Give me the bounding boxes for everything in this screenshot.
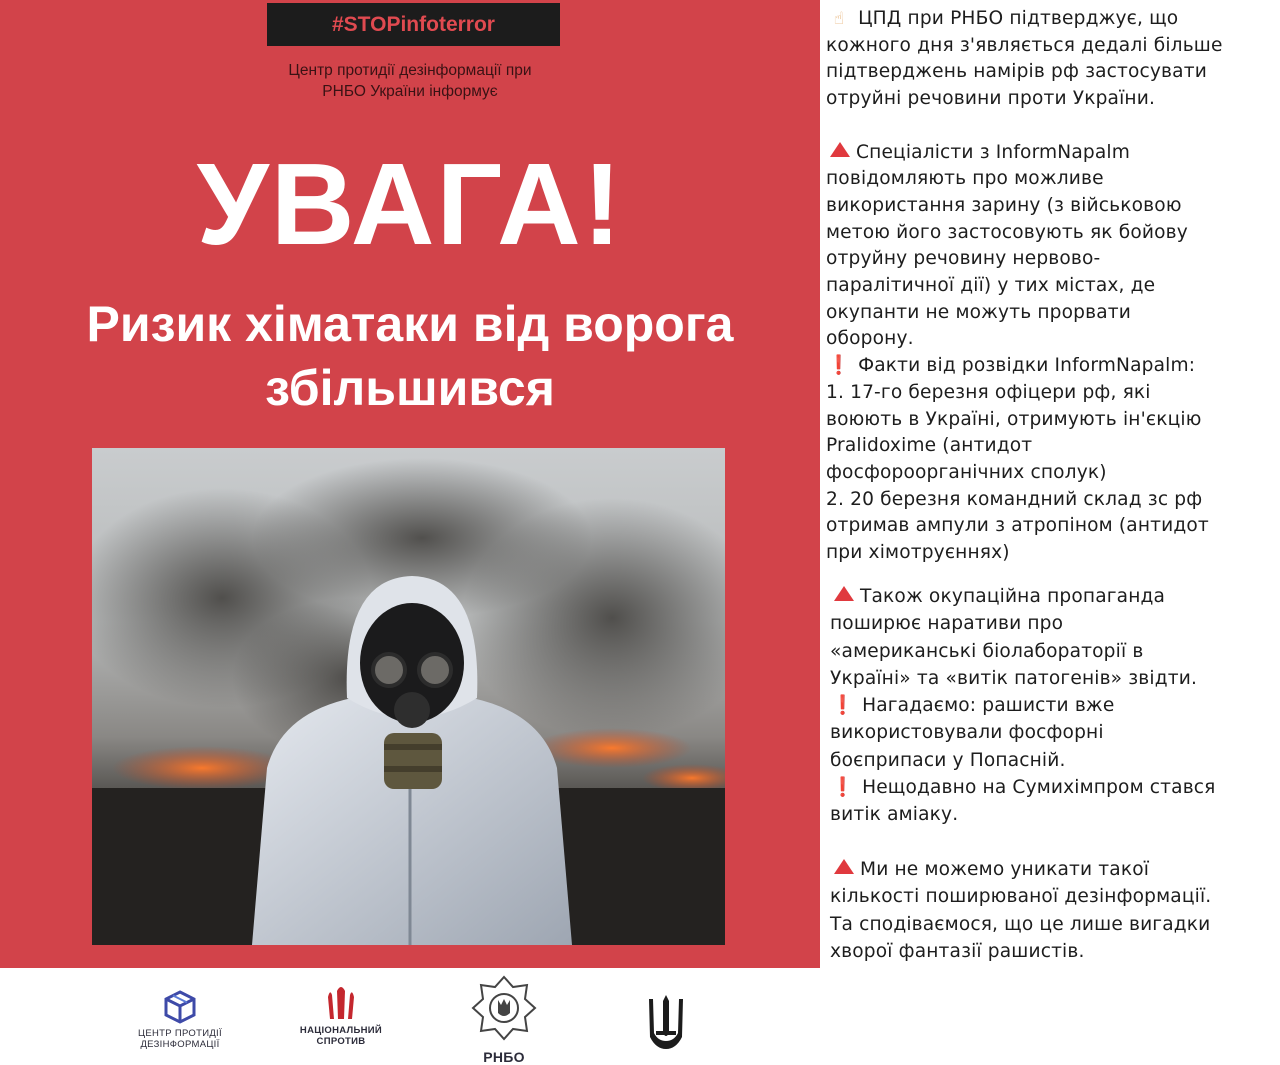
post-line: кожного дня з'являється дедалі більше	[826, 34, 1223, 56]
post-line: фосфороорганічних сполук)	[826, 461, 1107, 483]
hashtag-banner: #STOPinfoterror	[267, 3, 560, 46]
post-line: окупанти не можуть прорвати	[826, 301, 1131, 323]
post-line	[826, 6, 1278, 33]
trident-logo	[645, 993, 687, 1055]
post-line: Pralidoxime (антидот	[826, 435, 1033, 457]
post-text-upper	[826, 6, 1278, 567]
post-line	[830, 583, 1280, 610]
trident-icon	[646, 993, 686, 1051]
rnbo-emblem-icon	[471, 975, 537, 1045]
post-line: отруйну речовину нервово-	[826, 248, 1101, 270]
post-line: підтверджень намірів рф застосувати	[826, 61, 1207, 83]
post-line	[830, 774, 1280, 801]
ns-caption-line: НАЦІОНАЛЬНИЙ	[299, 1025, 383, 1036]
post-text-lower	[830, 583, 1280, 965]
post-line: оборону.	[826, 328, 914, 350]
center-info-caption	[210, 60, 610, 102]
cpd-logo	[128, 990, 232, 1050]
ns-caption	[292, 1025, 390, 1047]
post-line-text: Ми не можемо уникати такої	[860, 858, 1150, 880]
pointing-finger-icon: ☝	[833, 9, 845, 29]
warning-triangle-icon	[834, 859, 854, 874]
post-line-text: ЦПД при РНБО підтверджує, що	[858, 8, 1179, 29]
post-line: метою його застосовують як бойову	[826, 221, 1188, 243]
cpd-caption-line: ДЕЗІНФОРМАЦІЇ	[140, 1039, 220, 1050]
exclamation-icon: ❗	[831, 777, 855, 799]
warning-triangle-icon	[830, 142, 850, 157]
center-info-line: РНБО України інформує	[322, 83, 498, 100]
rnbo-caption: РНБО	[483, 1049, 525, 1065]
post-line-text: Спеціалісти з InformNapalm	[856, 141, 1130, 163]
post-line: Та сподіваємося, що це лише вигадки	[830, 913, 1211, 935]
subheadline-line: збільшився	[265, 360, 555, 416]
post-line: боєприпаси у Попасній.	[830, 749, 1066, 771]
post-line-text: Нещодавно на Сумихімпром стався	[862, 777, 1216, 799]
post-line: використовували фосфорні	[830, 722, 1104, 744]
post-line	[830, 692, 1280, 719]
exclamation-icon: ❗	[831, 695, 855, 717]
post-line: отруйні речовини проти України.	[826, 88, 1156, 110]
post-line	[826, 140, 1278, 167]
flames-icon	[324, 985, 358, 1021]
post-line: поширює наративи про	[830, 613, 1064, 635]
post-line-text: Нагадаємо: рашисти вже	[862, 695, 1115, 717]
post-line: паралітичної дії) у тих містах, де	[826, 275, 1156, 297]
ns-caption-line: СПРОТИВ	[316, 1036, 366, 1047]
post-line: отримав ампули з атропіном (антидот	[826, 515, 1209, 537]
post-line: повідомляють про можливе	[826, 168, 1104, 190]
post-line	[826, 353, 1278, 380]
post-line: хворої фантазії рашистів.	[830, 940, 1085, 962]
post-line: кількості поширюваної дезінформації.	[830, 886, 1212, 908]
post-line-text: Також окупаційна пропаганда	[860, 586, 1166, 607]
post-line: воюють в Україні, отримують ін'єкцію	[826, 408, 1202, 430]
post-line	[830, 856, 1280, 883]
cube-icon	[163, 990, 197, 1024]
gas-mask-illustration	[92, 448, 725, 945]
warning-triangle-icon	[834, 586, 854, 601]
gas-mask-photo	[92, 448, 725, 945]
headline: УВАГА!	[196, 139, 624, 269]
subheadline-line: Ризик хіматаки від ворога	[86, 296, 734, 352]
post-line: 1. 17-го березня офіцери рф, які	[826, 381, 1151, 403]
rnbo-logo	[465, 975, 543, 1065]
center-info-line: Центр протидії дезінформації при	[288, 62, 532, 79]
post-line: Україні» та «витік патогенів» звідти.	[830, 667, 1198, 689]
post-line: витік аміаку.	[830, 804, 959, 826]
post-line: при хімотруєннях)	[826, 542, 1010, 564]
exclamation-icon: ❗	[827, 355, 851, 377]
post-line: використання зарину (з військовою	[826, 194, 1182, 216]
cpd-caption-line: ЦЕНТР ПРОТИДІЇ	[138, 1028, 222, 1039]
national-resistance-logo	[292, 985, 390, 1047]
post-line: «американські біолабораторії в	[830, 640, 1144, 662]
cpd-caption	[128, 1028, 232, 1050]
subheadline	[0, 292, 820, 420]
post-line: 2. 20 березня командний склад зс рф	[826, 488, 1203, 510]
post-line-text: Факти від розвідки InformNapalm:	[858, 355, 1196, 377]
